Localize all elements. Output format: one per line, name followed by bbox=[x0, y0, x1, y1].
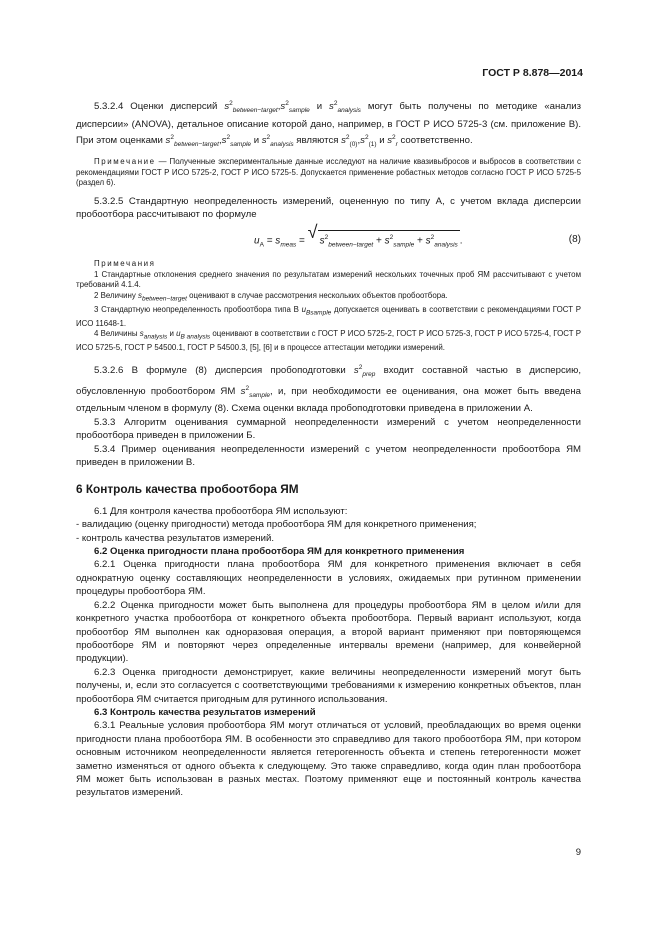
square-root: √ $s^2_{between-target} + s^2_{sample} + s^2_{analysis}$ bbox=[308, 230, 460, 252]
note-2: 2 Величину $s_{between-target}$ оценивают в случае рассмотрения нескольких объектов пробоотбора. bbox=[94, 290, 448, 303]
list-item: - валидацию (оценку пригодности) метода пробоотбора ЯМ для конкретного применения; bbox=[76, 519, 477, 531]
note-3: 3 Стандартную неопределенность пробоотбора типа В $u_{Bsample}$ допускается оценивать в соответствии с рекомендациями ГОСТ Р ИСО 11648-1. bbox=[76, 304, 581, 328]
note-5-3-2-4: Примечание — Полученные экспериментальные данные исследуют на наличие квазивыбросов и выбросов в соответствии с рекомендациями ГОСТ Р ИСО 5725-2, ГОСТ Р ИСО 5725-5. Допускается применение робастных методов согласно ГОСТ Р ИСО 5725-5 (раздел 6). bbox=[76, 157, 581, 188]
formula-number: (8) bbox=[568, 234, 581, 246]
paragraph-6-2-2: 6.2.2 Оценка пригодности может быть выполнена для процедуры пробоотбора ЯМ в целом и/или для конкретного участка пробоотбора от конкретного объекта пробоотбора. Первый вариант используют, когда пробоотбор ЯМ выполнен как одноразовая операция, а второй вариант применяют при повторяющемся пробоотборе ЯМ и повторяют через определенные интервалы времени (например, для конвейерной продукции). bbox=[76, 599, 581, 665]
paragraph-5-3-3: 5.3.3 Алгоритм оценивания суммарной неопределенности измерений с учетом неопределенности пробоотбора приведен в приложении Б. bbox=[76, 416, 581, 442]
section-6-title: 6 Контроль качества пробоотбора ЯМ bbox=[76, 482, 299, 497]
standard-header: ГОСТ Р 8.878—2014 bbox=[482, 67, 583, 79]
subsection-6-3-title: 6.3 Контроль качества результатов измерений bbox=[94, 706, 316, 718]
list-item: - контроль качества результатов измерений. bbox=[76, 532, 274, 544]
paragraph-6-2-1: 6.2.1 Оценка пригодности плана пробоотбора ЯМ для конкретного применения включает в себя однократную оценку составляющих неопределенности в условиях, ожидаемых при рутинном применении процедуры пробоотбора ЯМ. bbox=[76, 559, 581, 598]
subsection-6-2-title: 6.2 Оценка пригодности плана пробоотбора ЯМ для конкретного применения bbox=[94, 546, 465, 558]
paragraph-5-3-2-4: 5.3.2.4 Оценки дисперсий $s^2_{between-target},s^2_{sample}$ и $s^2_{analysis}$ могут быть получены по методике «анализ дисперсии» (ANOVA), детальное описание которой дано, например, в ГОСТ Р ИСО 5725-3 (см. приложение В). При этом оценками $s^2_{between-target},s^2_{sample}$ и $s^2_{analysis}$ являются $s^2_{(0)},s^2_{(1)}$ и $s^2_r$ соответственно. bbox=[76, 100, 581, 148]
formula-8-expression: $u_A = s_{meas}$ = √ $s^2_{between-target} + s^2_{sample} + s^2_{analysis}$ . bbox=[254, 230, 463, 252]
paragraph-6-1: 6.1 Для контроля качества пробоотбора ЯМ используют: bbox=[94, 505, 348, 517]
paragraph-6-3-1: 6.3.1 Реальные условия пробоотбора ЯМ могут отличаться от условий, преобладающих во время оценки пригодности плана пробоотбора ЯМ. В особенности это справедливо для такого пробоотбора ЯМ, при котором основным источником неопределенности является гетерогенность объекта и степень гетерогенности может заметно изменяться от одного объекта к следующему. Это также справедливо, когда один план пробоотбора ЯМ может быть использован в разных местах. Поэтому применяют еще и постоянный контроль качества результатов измерений. bbox=[76, 720, 581, 799]
note-1: 1 Стандартные отклонения среднего значения по результатам измерений нескольких точечных проб ЯМ рассчитывают с учетом требований 4.1.4. bbox=[76, 269, 581, 290]
paragraph-5-3-4: 5.3.4 Пример оценивания неопределенности измерений с учетом неопределенности пробоотбора ЯМ приведен в приложении В. bbox=[76, 443, 581, 469]
note-4: 4 Величины $s_{analysis}$ и $u_{B analysis}$ оценивают в соответствии с ГОСТ Р ИСО 5725-2, ГОСТ Р ИСО 5725-3, ГОСТ Р ИСО 5725-4, ГОСТ Р ИСО 5725-5, ГОСТ Р 54500.1, ГОСТ Р 54500.3, [5], [6] и в процессе аттестации методики измерений. bbox=[76, 329, 582, 353]
document-body bbox=[76, 97, 581, 800]
page-number: 9 bbox=[575, 847, 581, 858]
paragraph-5-3-2-6: 5.3.2.6 В формуле (8) дисперсия пробоподготовки $s^2_{prep}$ входит составной частью в дисперсию, обусловленную пробоотбором ЯМ $s^2_{sample}$, и, при необходимости ее оценивания, она может быть введена отдельным членом в формулу (8). Схема оценки вклада пробоподготовки приведена в приложении А. bbox=[76, 364, 581, 415]
paragraph-5-3-2-5: 5.3.2.5 Стандартную неопределенность измерений, оцененную по типу А, с учетом вклада дисперсии пробоотбора рассчитывают по формуле bbox=[76, 195, 581, 221]
notes-heading: Примечания bbox=[94, 259, 156, 269]
formula-8 bbox=[76, 222, 581, 253]
paragraph-6-2-3: 6.2.3 Оценка пригодности демонстрирует, какие величины неопределенности измерений могут быть получены, и, если это согласуется с соответствующими требованиями к измерению конкретных объектов, план пробоотбора ЯМ считается пригодным для рутинного использования. bbox=[76, 666, 581, 705]
